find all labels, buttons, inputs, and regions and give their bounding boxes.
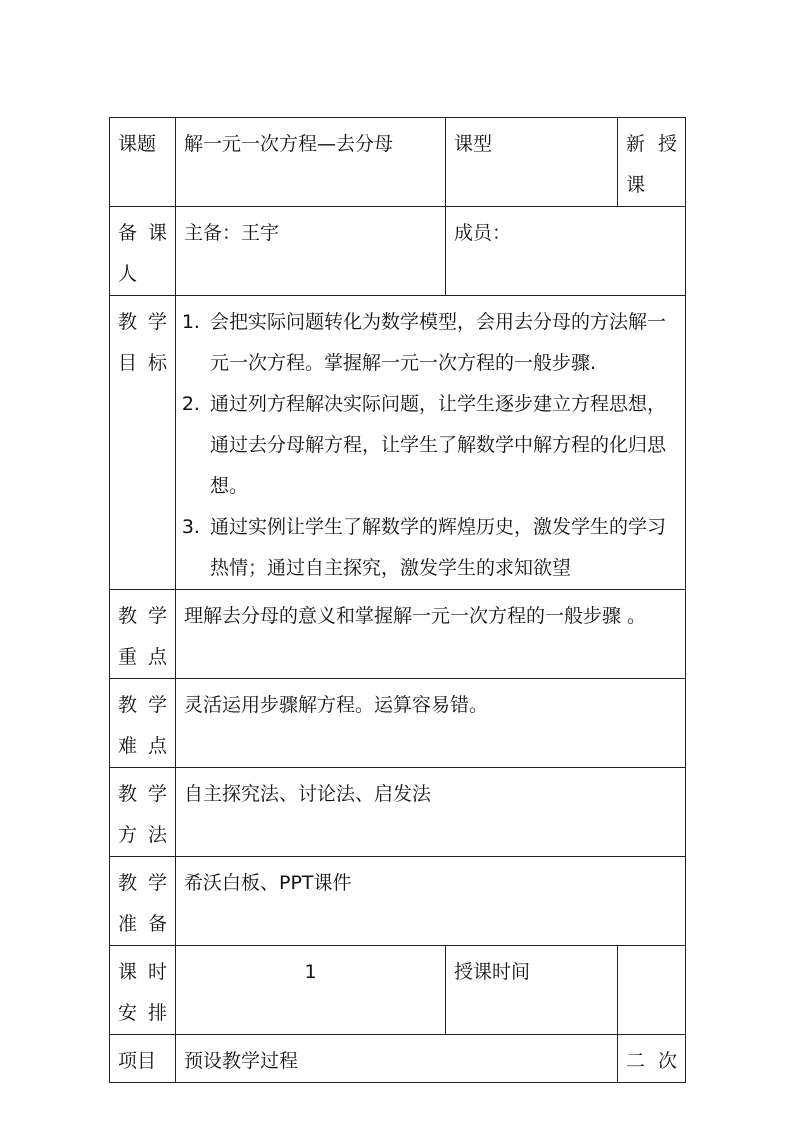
schedule-label: 课 时 安排 <box>110 946 176 1035</box>
process-label: 预设教学过程 <box>176 1035 618 1083</box>
preparation-label: 教 学 准备 <box>110 857 176 946</box>
goals-content <box>176 296 686 590</box>
lead-preparer: 主备：王宇 <box>176 207 446 296</box>
row-process <box>110 1035 686 1083</box>
row-preparation <box>110 857 686 946</box>
topic-value: 解一元一次方程—去分母 <box>176 118 446 207</box>
goal-item: 2. 通过列方程解决实际问题，让学生逐步建立方程思想，通过去分母解方程，让学生了解数学中解方程的化归思想。 <box>206 384 677 507</box>
goal-item: 1. 会把实际问题转化为数学模型，会用去分母的方法解一元一次方程。掌握解一元一次方程的一般步骤. <box>206 302 677 384</box>
preparation-content: 希沃白板、PPT课件 <box>176 857 686 946</box>
row-preparer <box>110 207 686 296</box>
secondary-label: 二 次 <box>618 1035 686 1083</box>
row-difficulties <box>110 679 686 768</box>
goals-list <box>184 302 677 589</box>
row-key-points <box>110 590 686 679</box>
difficulties-content: 灵活运用步骤解方程。运算容易错。 <box>176 679 686 768</box>
row-topic <box>110 118 686 207</box>
methods-label: 教 学 方法 <box>110 768 176 857</box>
lesson-type-label: 课型 <box>446 118 618 207</box>
lesson-type-value: 新 授 课 <box>618 118 686 207</box>
row-schedule <box>110 946 686 1035</box>
key-points-content: 理解去分母的意义和掌握解一元一次方程的一般步骤 。 <box>176 590 686 679</box>
teaching-time-value <box>618 946 686 1035</box>
row-goals <box>110 296 686 590</box>
class-hours: 1 <box>176 946 446 1035</box>
members: 成员： <box>446 207 686 296</box>
methods-content: 自主探究法、讨论法、启发法 <box>176 768 686 857</box>
goal-item: 3. 通过实例让学生了解数学的辉煌历史，激发学生的学习热情；通过自主探究，激发学生的求知欲望 <box>206 507 677 589</box>
topic-label: 课题 <box>110 118 176 207</box>
item-label: 项目 <box>110 1035 176 1083</box>
preparer-label: 备 课 人 <box>110 207 176 296</box>
difficulties-label: 教 学 难点 <box>110 679 176 768</box>
goals-label: 教 学 目标 <box>110 296 176 590</box>
lesson-plan-table <box>109 117 686 1083</box>
row-methods <box>110 768 686 857</box>
teaching-time-label: 授课时间 <box>446 946 618 1035</box>
key-points-label: 教 学 重点 <box>110 590 176 679</box>
